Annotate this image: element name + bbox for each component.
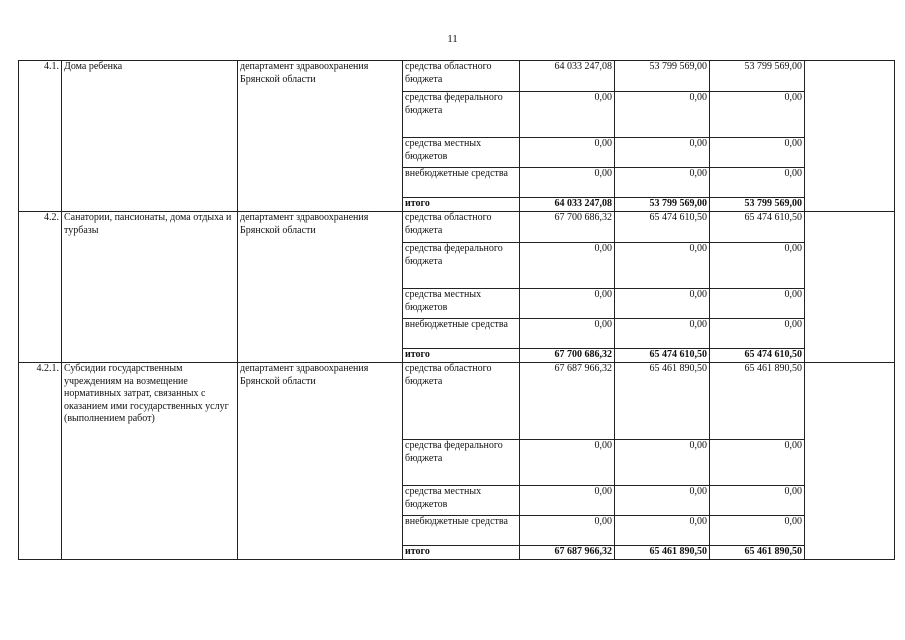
total-label: итого bbox=[403, 198, 520, 212]
section-department: департамент здравоохранения Брянской области bbox=[238, 61, 403, 212]
funding-source: внебюджетные средства bbox=[403, 319, 520, 349]
amount-1: 0,00 bbox=[520, 92, 615, 138]
empty-cell bbox=[805, 61, 895, 212]
amount-2: 0,00 bbox=[615, 486, 710, 516]
funding-source: средства федерального бюджета bbox=[403, 92, 520, 138]
amount-2: 0,00 bbox=[615, 92, 710, 138]
amount-2: 0,00 bbox=[615, 319, 710, 349]
funding-source: средства областного бюджета bbox=[403, 212, 520, 243]
amount-1: 0,00 bbox=[520, 138, 615, 168]
page-number: 11 bbox=[447, 33, 458, 45]
amount-3: 0,00 bbox=[710, 516, 805, 546]
amount-3: 0,00 bbox=[710, 168, 805, 198]
total-amount-2: 65 474 610,50 bbox=[615, 349, 710, 363]
funding-source: средства местных бюджетов bbox=[403, 289, 520, 319]
amount-1: 0,00 bbox=[520, 440, 615, 486]
total-amount-3: 53 799 569,00 bbox=[710, 198, 805, 212]
amount-1: 67 687 966,32 bbox=[520, 363, 615, 440]
total-amount-1: 67 700 686,32 bbox=[520, 349, 615, 363]
total-amount-1: 64 033 247,08 bbox=[520, 198, 615, 212]
amount-3: 0,00 bbox=[710, 319, 805, 349]
empty-cell bbox=[805, 212, 895, 363]
amount-3: 65 474 610,50 bbox=[710, 212, 805, 243]
funding-source: средства федерального бюджета bbox=[403, 243, 520, 289]
funding-source: внебюджетные средства bbox=[403, 516, 520, 546]
amount-2: 65 474 610,50 bbox=[615, 212, 710, 243]
amount-3: 65 461 890,50 bbox=[710, 363, 805, 440]
amount-1: 0,00 bbox=[520, 516, 615, 546]
amount-2: 65 461 890,50 bbox=[615, 363, 710, 440]
amount-2: 53 799 569,00 bbox=[615, 61, 710, 92]
total-amount-2: 53 799 569,00 bbox=[615, 198, 710, 212]
amount-2: 0,00 bbox=[615, 289, 710, 319]
amount-2: 0,00 bbox=[615, 243, 710, 289]
total-label: итого bbox=[403, 546, 520, 560]
amount-1: 0,00 bbox=[520, 243, 615, 289]
amount-3: 0,00 bbox=[710, 243, 805, 289]
amount-3: 53 799 569,00 bbox=[710, 61, 805, 92]
funding-source: внебюджетные средства bbox=[403, 168, 520, 198]
total-amount-3: 65 474 610,50 bbox=[710, 349, 805, 363]
amount-1: 67 700 686,32 bbox=[520, 212, 615, 243]
section-department: департамент здравоохранения Брянской области bbox=[238, 212, 403, 363]
funding-source: средства местных бюджетов bbox=[403, 138, 520, 168]
amount-1: 0,00 bbox=[520, 289, 615, 319]
section-name: Субсидии государственным учреждениям на возмещение нормативных затрат, связанных с оказанием ими государственных услуг (выполнением работ) bbox=[62, 363, 238, 560]
amount-3: 0,00 bbox=[710, 92, 805, 138]
budget-table bbox=[18, 60, 895, 560]
table-row bbox=[19, 363, 895, 440]
amount-1: 0,00 bbox=[520, 486, 615, 516]
amount-3: 0,00 bbox=[710, 138, 805, 168]
amount-2: 0,00 bbox=[615, 168, 710, 198]
amount-2: 0,00 bbox=[615, 138, 710, 168]
section-code: 4.2.1. bbox=[19, 363, 62, 560]
amount-3: 0,00 bbox=[710, 486, 805, 516]
amount-3: 0,00 bbox=[710, 440, 805, 486]
funding-source: средства областного бюджета bbox=[403, 363, 520, 440]
funding-source: средства местных бюджетов bbox=[403, 486, 520, 516]
funding-source: средства областного бюджета bbox=[403, 61, 520, 92]
section-name: Санатории, пансионаты, дома отдыха и турбазы bbox=[62, 212, 238, 363]
section-code: 4.1. bbox=[19, 61, 62, 212]
total-amount-1: 67 687 966,32 bbox=[520, 546, 615, 560]
amount-1: 0,00 bbox=[520, 168, 615, 198]
funding-source: средства федерального бюджета bbox=[403, 440, 520, 486]
total-amount-3: 65 461 890,50 bbox=[710, 546, 805, 560]
amount-3: 0,00 bbox=[710, 289, 805, 319]
total-label: итого bbox=[403, 349, 520, 363]
amount-1: 0,00 bbox=[520, 319, 615, 349]
section-code: 4.2. bbox=[19, 212, 62, 363]
table-row bbox=[19, 61, 895, 92]
section-department: департамент здравоохранения Брянской области bbox=[238, 363, 403, 560]
amount-2: 0,00 bbox=[615, 516, 710, 546]
amount-1: 64 033 247,08 bbox=[520, 61, 615, 92]
total-amount-2: 65 461 890,50 bbox=[615, 546, 710, 560]
empty-cell bbox=[805, 363, 895, 560]
amount-2: 0,00 bbox=[615, 440, 710, 486]
table-row bbox=[19, 212, 895, 243]
section-name: Дома ребенка bbox=[62, 61, 238, 212]
